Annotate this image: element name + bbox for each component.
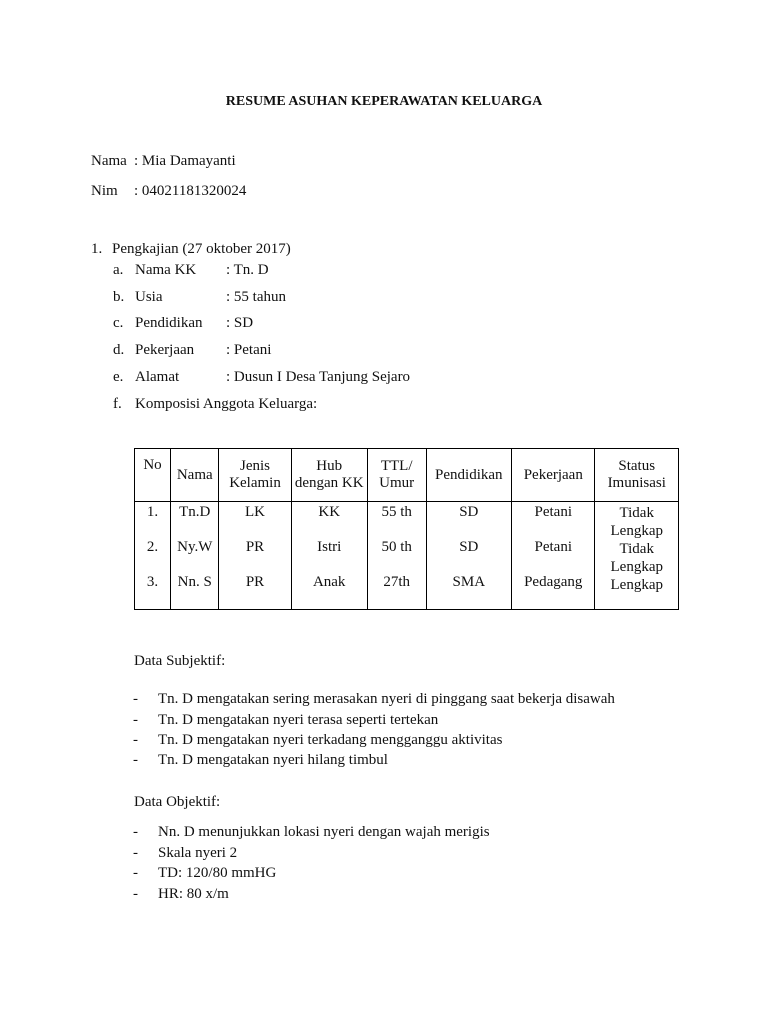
item-value: : Dusun I Desa Tanjung Sejaro [226, 369, 411, 385]
header-nama: Nama [171, 449, 219, 502]
cell-nama: Tn.D Ny.W Nn. S [171, 502, 219, 610]
document-title: RESUME ASUHAN KEPERAWATAN KELUARGA [225, 94, 543, 109]
header-hub-dengan-kk: Hub dengan KK [291, 449, 367, 502]
item-letter: b. [113, 289, 125, 305]
item-value: : Petani [226, 342, 272, 358]
cell-umur: 55 th 50 th 27th [367, 502, 426, 610]
list-item: Skala nyeri 2 [158, 845, 238, 861]
item-label: Usia [135, 289, 163, 305]
bullet-dash: - [133, 886, 138, 902]
bullet-dash: - [133, 712, 138, 728]
bullet-dash: - [133, 691, 138, 707]
name-label: Nama [91, 153, 127, 169]
list-item: Tn. D mengatakan nyeri terasa seperti tertekan [158, 712, 439, 728]
nim-label: Nim [91, 183, 118, 199]
item-value: : 55 tahun [226, 289, 286, 305]
item-label: Komposisi Anggota Keluarga: [135, 396, 318, 412]
header-status-imunisasi: Status Imunisasi [595, 449, 679, 502]
table-row [135, 502, 679, 610]
list-item: TD: 120/80 mmHG [158, 865, 277, 881]
header-jenis-kelamin: Jenis Kelamin [219, 449, 291, 502]
list-item: Tn. D mengatakan nyeri terkadang mengganggu aktivitas [158, 732, 503, 748]
header-pekerjaan: Pekerjaan [512, 449, 595, 502]
item-label: Alamat [135, 369, 180, 385]
bullet-dash: - [133, 752, 138, 768]
cell-status-imunisasi: Tidak Lengkap Tidak Lengkap Lengkap [595, 502, 679, 610]
item-value: : SD [226, 315, 254, 331]
cell-pekerjaan: Petani Petani Pedagang [512, 502, 595, 610]
list-item: HR: 80 x/m [158, 886, 229, 902]
list-item: Tn. D mengatakan nyeri hilang timbul [158, 752, 388, 768]
header-pendidikan: Pendidikan [426, 449, 512, 502]
section-number: 1. [91, 241, 103, 257]
table-header-row [135, 449, 679, 502]
cell-jenis-kelamin: LK PR PR [219, 502, 291, 610]
cell-pendidikan: SD SD SMA [426, 502, 512, 610]
item-letter: d. [113, 342, 125, 358]
nim-value: : 04021181320024 [134, 183, 247, 199]
objective-heading: Data Objektif: [134, 794, 221, 810]
item-letter: a. [113, 262, 124, 278]
list-item: Nn. D menunjukkan lokasi nyeri dengan wajah merigis [158, 824, 490, 840]
item-label: Pekerjaan [135, 342, 195, 358]
item-letter: f. [113, 396, 122, 412]
name-value: : Mia Damayanti [134, 153, 236, 169]
bullet-dash: - [133, 824, 138, 840]
subjective-heading: Data Subjektif: [134, 653, 226, 669]
item-label: Pendidikan [135, 315, 203, 331]
bullet-dash: - [133, 732, 138, 748]
item-letter: e. [113, 369, 124, 385]
cell-hub: KK Istri Anak [291, 502, 367, 610]
bullet-dash: - [133, 865, 138, 881]
item-label: Nama KK [135, 262, 197, 278]
cell-no: 1. 2. 3. [135, 502, 171, 610]
list-item: Tn. D mengatakan sering merasakan nyeri di pinggang saat bekerja disawah [158, 691, 615, 707]
header-no: No [135, 449, 171, 502]
section-heading: Pengkajian (27 oktober 2017) [112, 241, 291, 257]
item-letter: c. [113, 315, 124, 331]
header-ttl-umur: TTL/ Umur [367, 449, 426, 502]
family-composition-table [134, 448, 679, 610]
item-value: : Tn. D [226, 262, 269, 278]
bullet-dash: - [133, 845, 138, 861]
